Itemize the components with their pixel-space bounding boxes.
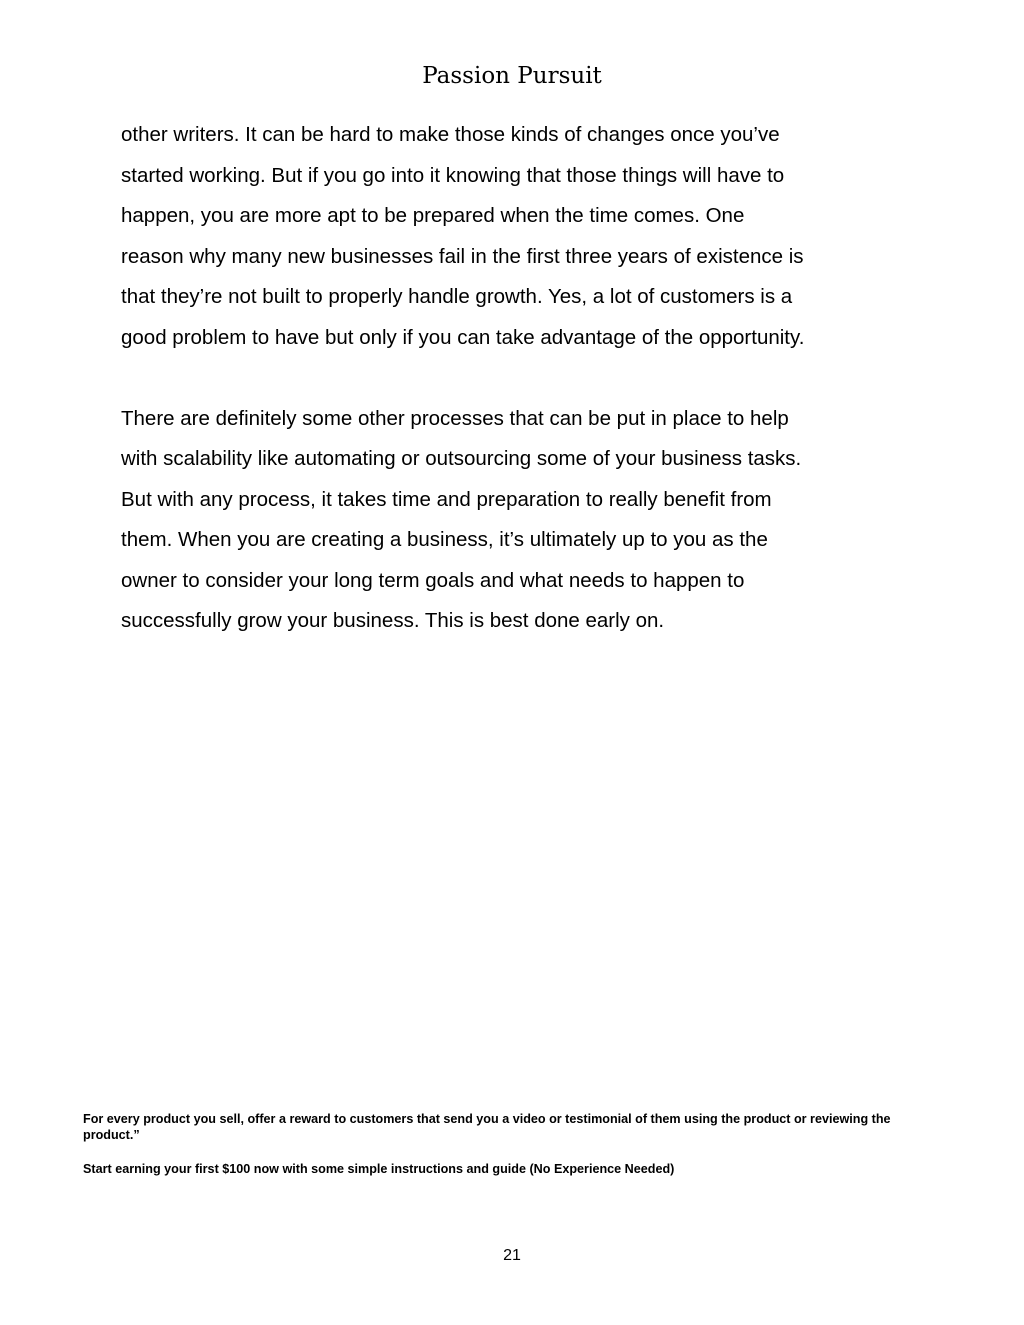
text-line: There are definitely some other processes that can be put in place to help [121, 406, 789, 430]
footer-note-reward: For every product you sell, offer a reward to customers that send you a video or testimonial of them using the product or reviewing the product.” [83, 1112, 891, 1142]
text-line: started working. But if you go into it knowing that those things will have to [121, 163, 785, 187]
text-line: But with any process, it takes time and preparation to really benefit from [121, 487, 772, 511]
text-line: good problem to have but only if you can take advantage of the opportunity. [121, 325, 805, 349]
text-line: happen, you are more apt to be prepared when the time comes. One [121, 204, 745, 227]
footer-note-earning: Start earning your first $100 now with some simple instructions and guide (No Experience Needed) [83, 1162, 675, 1176]
text-line: that they’re not built to properly handle growth. Yes, a lot of customers is a [121, 285, 793, 308]
text-line: owner to consider your long term goals and what needs to happen to [121, 568, 745, 592]
page-number: 21 [503, 1247, 521, 1264]
paragraph-1 [121, 115, 921, 358]
text-line: with scalability like automating or outsourcing some of your business tasks. [121, 447, 802, 470]
text-line: reason why many new businesses fail in the first three years of existence is [121, 244, 804, 268]
body-text [121, 115, 921, 682]
text-line: successfully grow your business. This is best done early on. [121, 609, 665, 632]
footer-notes [83, 1111, 933, 1195]
text-line: them. When you are creating a business, it’s ultimately up to you as the [121, 528, 768, 551]
paragraph-2 [121, 399, 921, 642]
text-line: other writers. It can be hard to make those kinds of changes once you’ve [121, 123, 780, 146]
page-header-title: Passion Pursuit [422, 63, 602, 89]
